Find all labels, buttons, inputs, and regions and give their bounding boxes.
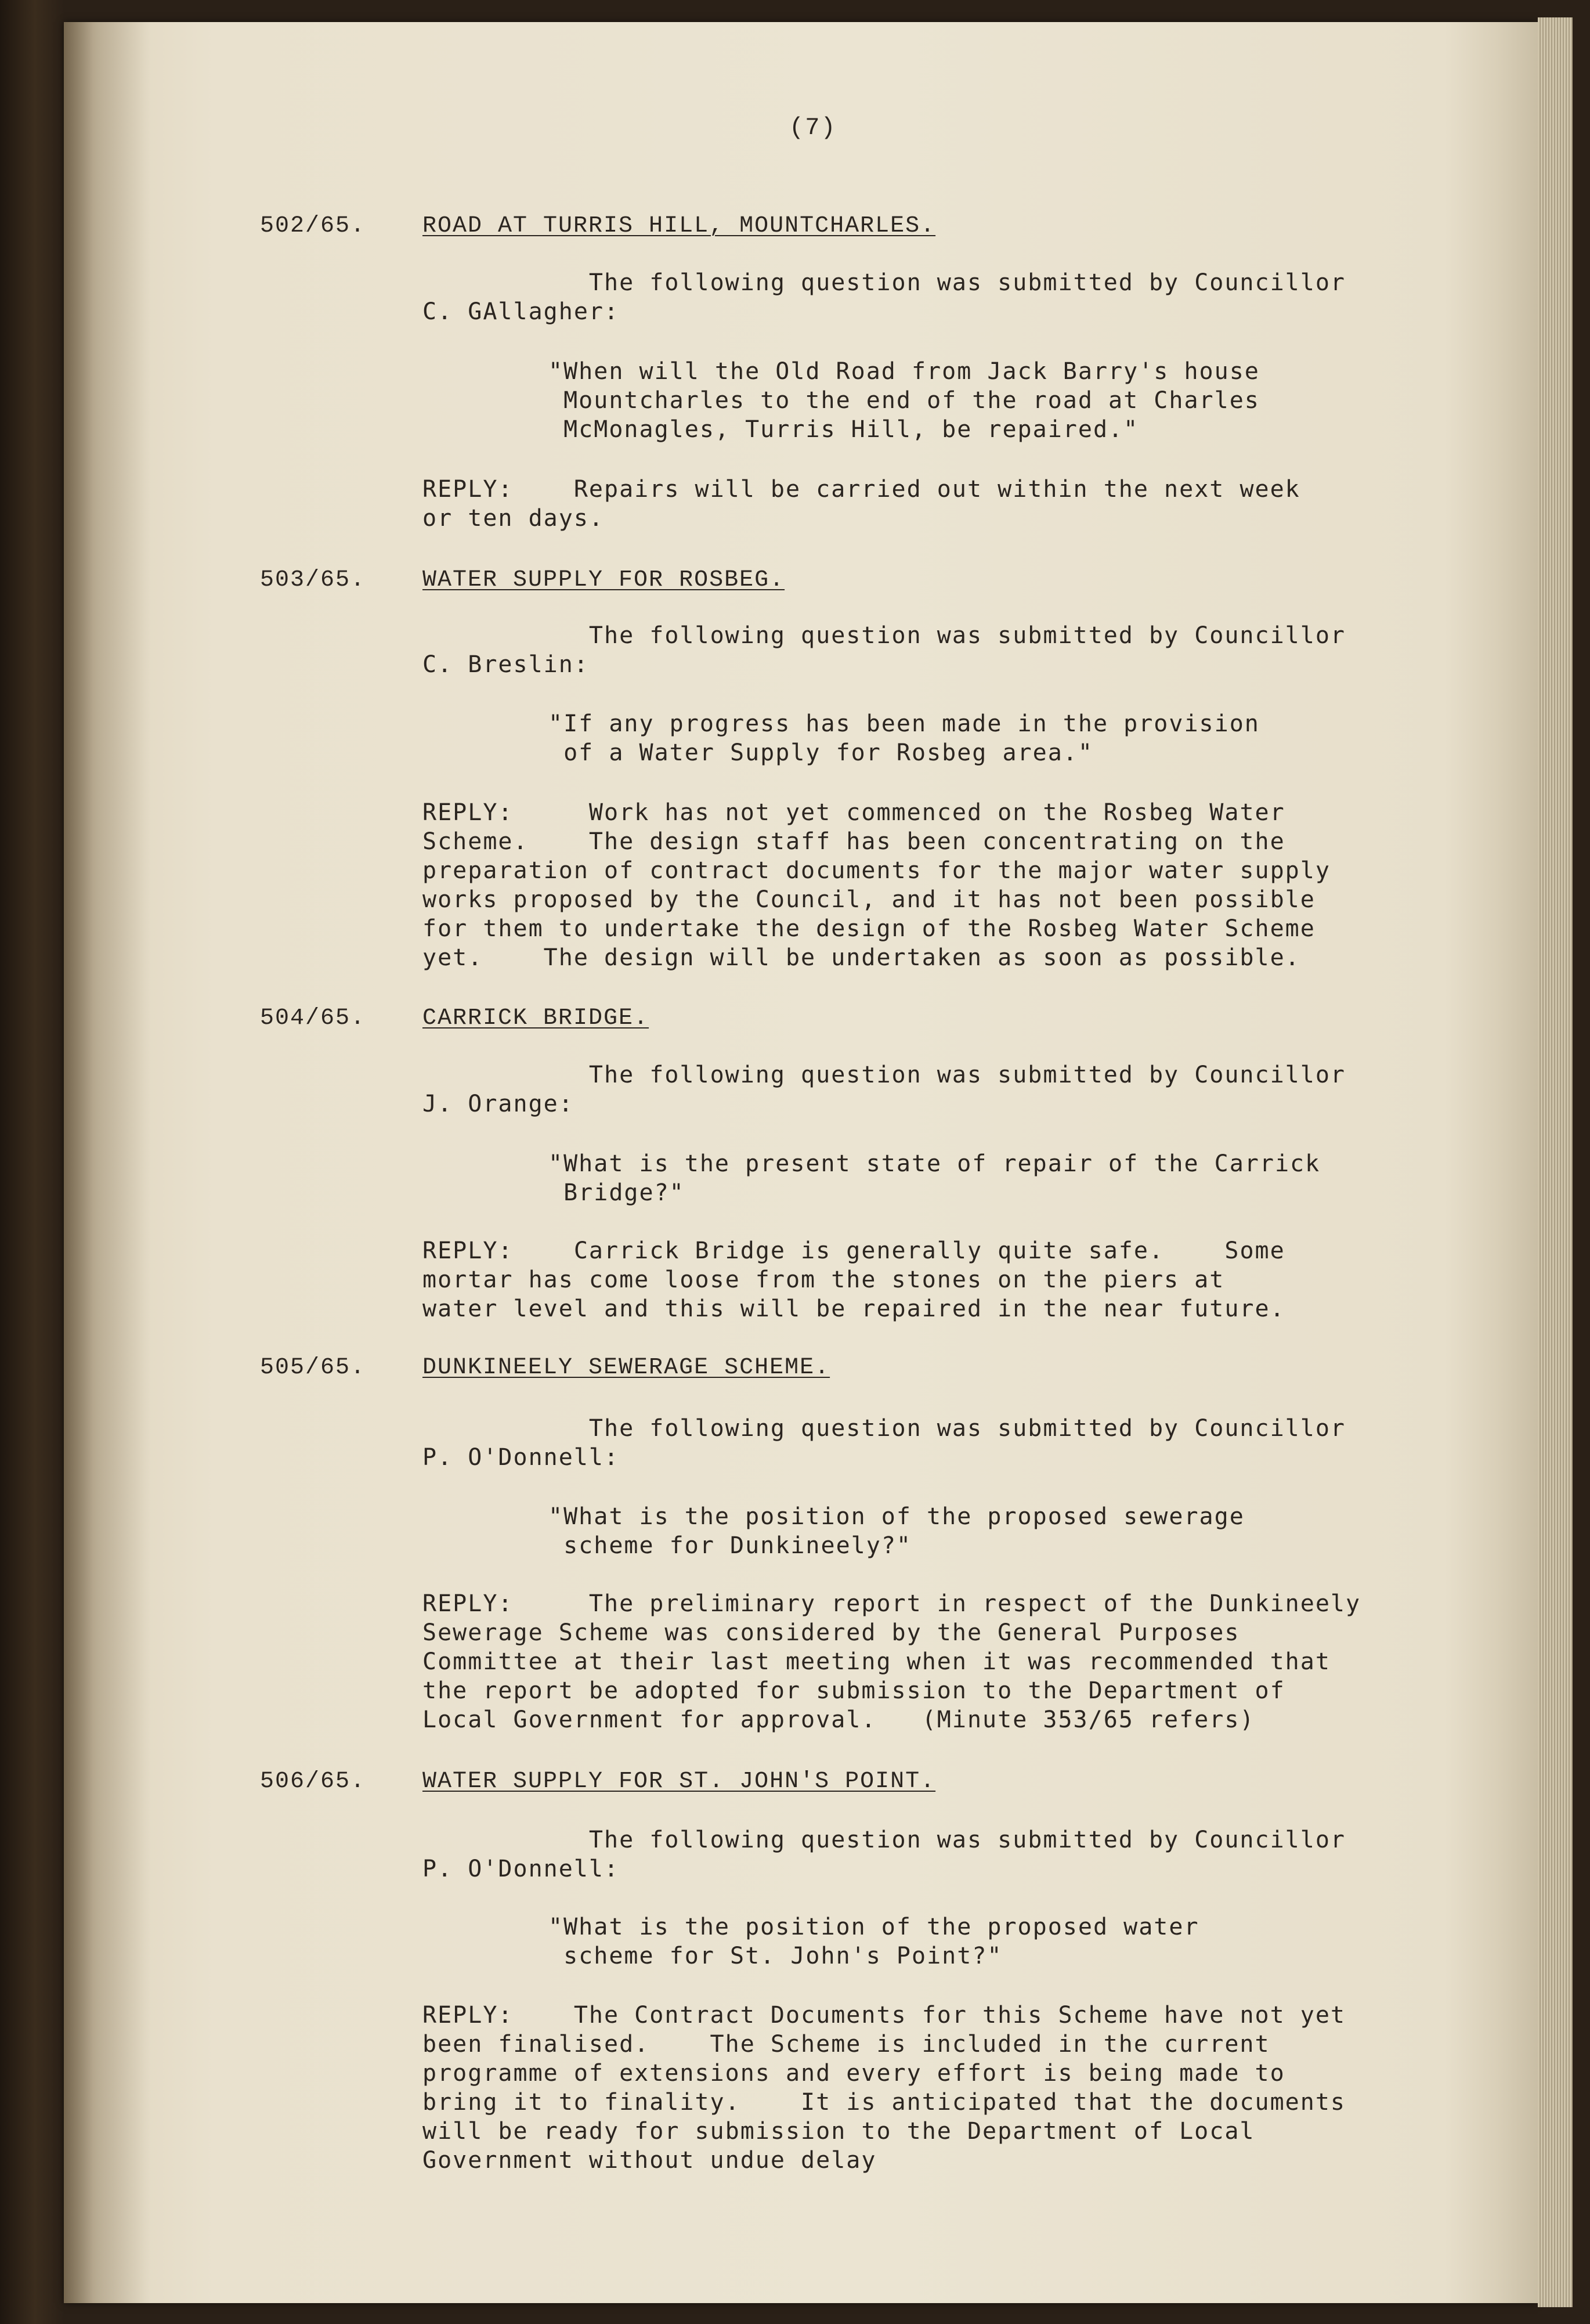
item-heading: CARRICK BRIDGE. [422, 1005, 649, 1031]
item-intro: The following question was submitted by Councillor P. O'Donnell: [422, 1827, 1346, 1882]
item-number: 502/65. [260, 213, 366, 239]
item-reply [422, 1589, 1397, 1734]
reply-label: REPLY: [422, 1590, 514, 1617]
reply-label: REPLY: [422, 2002, 514, 2029]
reply-text: The Contract Documents for this Scheme have not yet been finalised. The Scheme is included in the current programme of extensions and every effort is being made to bring it to finality. It is anticipated that the documents will be ready for submission to the Department of Local Government without undue delay [422, 2002, 1346, 2174]
reply-label: REPLY: [422, 1237, 514, 1264]
item-reply [422, 798, 1397, 972]
item-reply [422, 2001, 1397, 2175]
item-reply [422, 475, 1397, 533]
item-intro: The following question was submitted by Councillor C. Breslin: [422, 622, 1346, 678]
item-heading: ROAD AT TURRIS HILL, MOUNTCHARLES. [422, 213, 936, 239]
reply-text: The preliminary report in respect of the Dunkineely Sewerage Scheme was considered by the General Purposes Committee at their last meeting when it was recommended that the report be adopted for submission to the Department of Local Government for approval. (Minute 353/65 refers) [422, 1590, 1361, 1733]
item-question: "When will the Old Road from Jack Barry's house Mountcharles to the end of the road at Charles McMonagles, Turris Hill, be repaired." [548, 358, 1260, 443]
item-number: 503/65. [260, 567, 366, 593]
item-number: 506/65. [260, 1769, 366, 1795]
reply-label: REPLY: [422, 476, 514, 503]
item-heading: DUNKINEELY SEWERAGE SCHEME. [422, 1355, 830, 1381]
item-intro: The following question was submitted by Councillor J. Orange: [422, 1062, 1346, 1117]
reply-text: Repairs will be carried out within the next week or ten days. [422, 476, 1300, 532]
item-number: 505/65. [260, 1355, 366, 1381]
item-question: "If any progress has been made in the provision of a Water Supply for Rosbeg area." [548, 710, 1260, 766]
item-number: 504/65. [260, 1005, 366, 1031]
item-heading: WATER SUPPLY FOR ST. JOHN'S POINT. [422, 1769, 936, 1795]
reply-text: Work has not yet commenced on the Rosbeg Water Scheme. The design staff has been concentrating on the preparation of contract documents for the major water supply works proposed by the Council, and it has not been possible for them to undertake the design of the Rosbeg Water Scheme yet. The design will be undertaken as soon as possible. [422, 799, 1331, 971]
reply-label: REPLY: [422, 799, 514, 826]
item-heading: WATER SUPPLY FOR ROSBEG. [422, 567, 785, 593]
reply-text: Carrick Bridge is generally quite safe. Some mortar has come loose from the stones on the piers at water level and this will be repaired in the near future. [422, 1237, 1285, 1322]
page-number: (7) [789, 114, 837, 142]
item-question: "What is the position of the proposed sewerage scheme for Dunkineely?" [548, 1503, 1245, 1559]
item-reply [422, 1236, 1397, 1323]
item-question: "What is the position of the proposed water scheme for St. John's Point?" [548, 1914, 1199, 1969]
item-intro: The following question was submitted by Councillor P. O'Donnell: [422, 1415, 1346, 1471]
item-question: "What is the present state of repair of the Carrick Bridge?" [548, 1150, 1321, 1206]
item-intro: The following question was submitted by Councillor C. GAllagher: [422, 269, 1346, 325]
